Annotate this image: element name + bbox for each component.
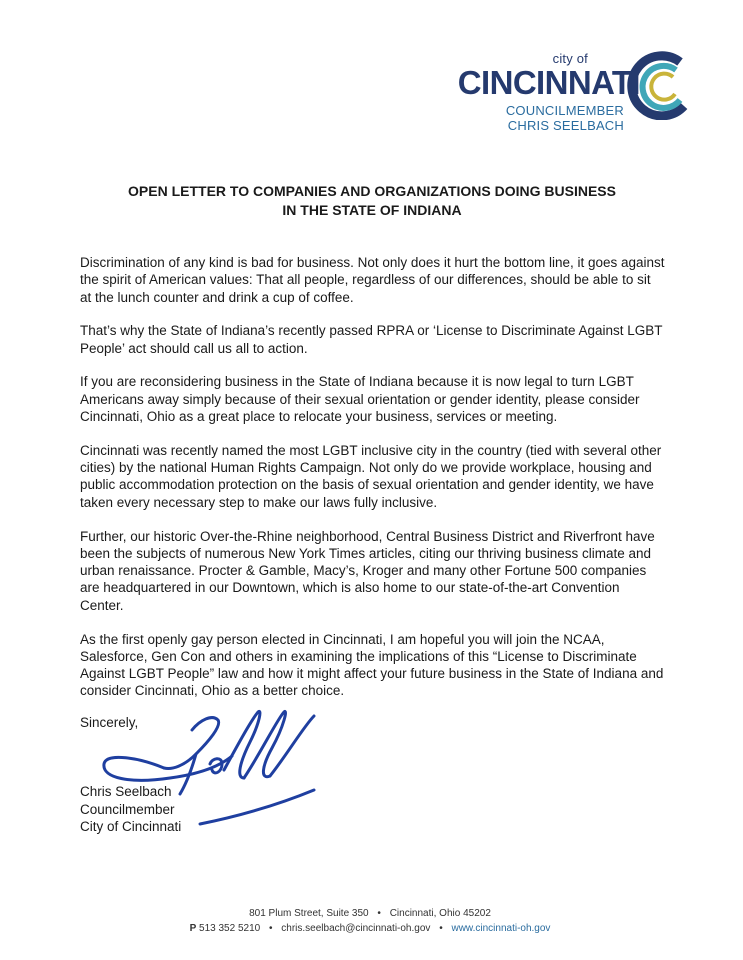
logo-city-of: city of xyxy=(552,51,588,66)
footer-separator: • xyxy=(439,923,443,934)
footer-separator: • xyxy=(268,923,273,934)
signer-organization: City of Cincinnati xyxy=(80,819,182,834)
letterhead-logo xyxy=(440,40,700,150)
paragraph-5: Further, our historic Over-the-Rhine neighborhood, Central Business District and Riverfront have been the subjects of numerous New York Times articles, citing our thriving business climate and urban renaissance. Procter & Gamble, Macy’s, Kroger and many other Fortune 500 companies are headquartered in our Downtown, which is also home to our state-of-the-art Convention Center. xyxy=(80,528,655,613)
signer-name: Chris Seelbach xyxy=(80,784,172,799)
footer-address-row xyxy=(140,906,600,921)
footer-contact-row xyxy=(140,921,600,936)
paragraph-3: If you are reconsidering business in the State of Indiana because it is now legal to turn LGBT Americans away simply because of their sexual orientation or gender identity, please consider Cincinnati, Ohio as a great place to relocate your business, services or meeting. xyxy=(80,374,640,425)
letter-body xyxy=(80,254,665,716)
letter-title xyxy=(80,182,664,220)
footer-separator: • xyxy=(377,908,381,919)
letter-footer xyxy=(140,906,600,936)
footer-phone: 513 352 5210 xyxy=(199,923,261,934)
paragraph-4: Cincinnati was recently named the most LGBT inclusive city in the country (tied with several other cities) by the national Human Rights Campaign. Not only do we provide workplace, housing and public accommodation protection on the basis of sexual orientation and gender identity, we have taken every necessary step to make our laws fully inclusive. xyxy=(80,442,662,510)
paragraph-1: Discrimination of any kind is bad for business. Not only does it hurt the bottom line, it goes against the spirit of American values: That all people, regardless of our differences, should be able to sit at the lunch counter and drink a cup of coffee. xyxy=(80,255,665,305)
paragraph-2: That’s why the State of Indiana’s recently passed RPRA or ‘License to Discriminate Against LGBT People’ act should call us all to action. xyxy=(80,323,663,356)
logo-office-name: CHRIS SEELBACH xyxy=(507,118,624,133)
letter-title-line2: IN THE STATE OF INDIANA xyxy=(282,202,462,218)
city-c-emblem-icon xyxy=(624,48,696,120)
paragraph-6: As the first openly gay person elected in Cincinnati, I am hopeful you will join the NCAA, Salesforce, Gen Con and others in examining the implications of this “License to Discriminate Against LGBT People” law and how it might affect your future business in the State of Indiana and consider Cincinnati, Ohio as a better choice. xyxy=(80,631,664,699)
logo-city-name: CINCINNATI xyxy=(457,64,640,101)
logo-office-title: COUNCILMEMBER xyxy=(505,103,624,118)
closing-salutation: Sincerely, xyxy=(80,715,139,730)
letter-title-line1: OPEN LETTER TO COMPANIES AND ORGANIZATIONS DOING BUSINESS xyxy=(128,183,616,199)
footer-email-link[interactable]: chris.seelbach@cincinnati-oh.gov xyxy=(281,923,431,934)
footer-phone-label: P xyxy=(189,923,197,934)
footer-website-link[interactable]: www.cincinnati-oh.gov xyxy=(451,923,551,934)
signer-title: Councilmember xyxy=(80,801,175,817)
footer-address: 801 Plum Street, Suite 350 xyxy=(249,908,369,919)
signer-block xyxy=(80,783,181,836)
footer-city-state-zip: Cincinnati, Ohio 45202 xyxy=(389,908,491,919)
